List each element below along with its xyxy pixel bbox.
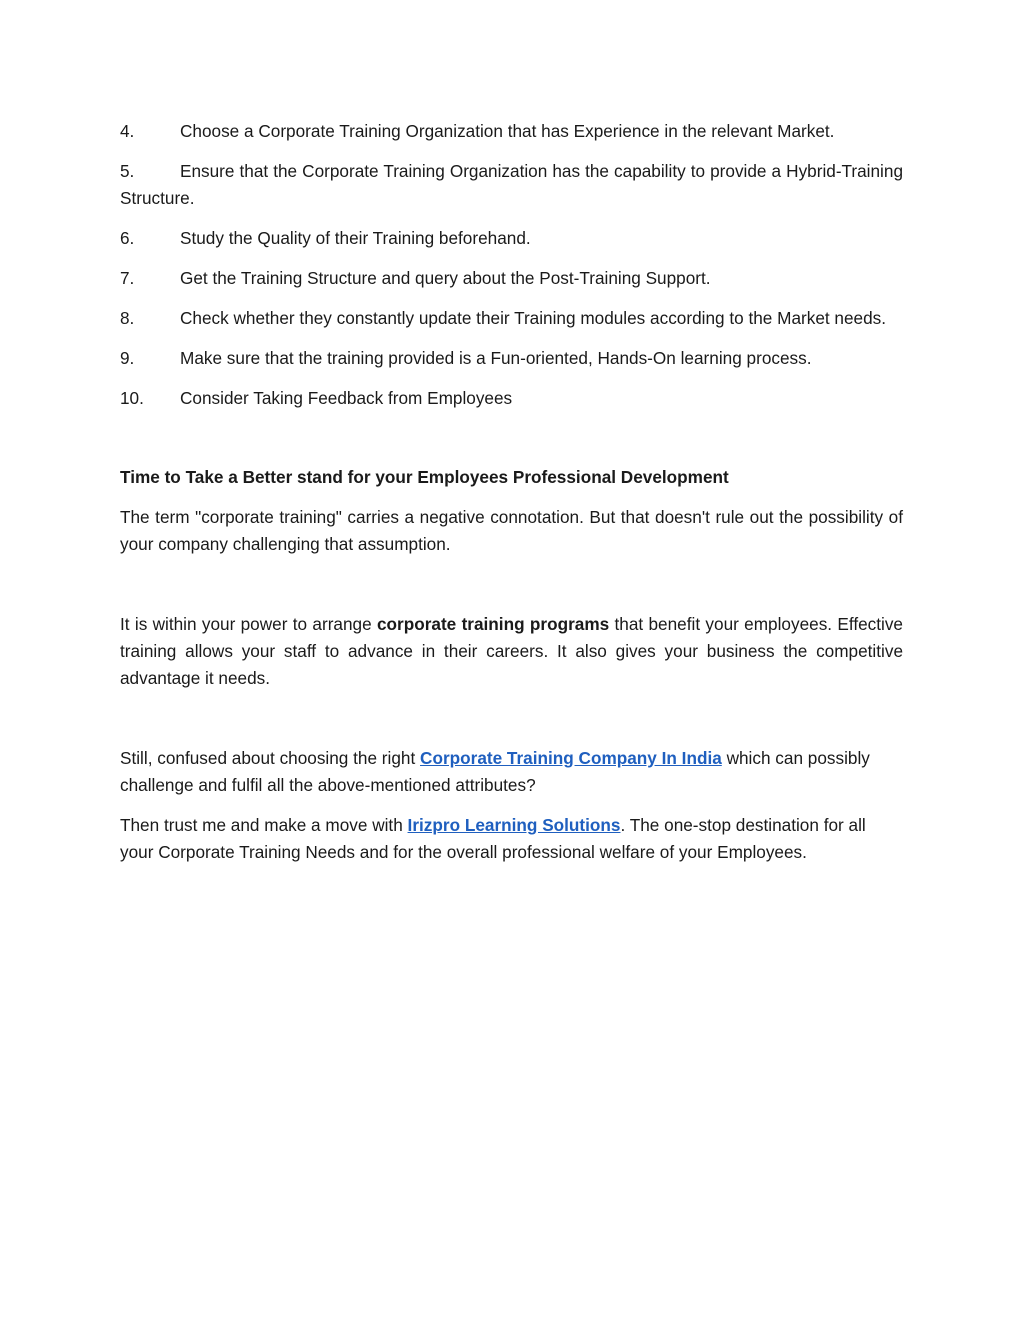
list-number: 9. [120, 348, 135, 368]
bold-phrase: corporate training programs [376, 614, 610, 634]
list-item [120, 305, 903, 332]
list-number: 5. [120, 161, 135, 181]
list-item [120, 345, 903, 372]
list-text: Choose a Corporate Training Organization that has Experience in the relevant Market. [180, 121, 835, 141]
list-text: Consider Taking Feedback from Employees [180, 388, 513, 408]
paragraph-text: Still, confused about choosing the right [120, 748, 421, 768]
irizpro-link[interactable]: Irizpro Learning Solutions [407, 815, 621, 835]
list-text: Get the Training Structure and query about the Post-Training Support. [180, 268, 711, 288]
list-text: Check whether they constantly update their Training modules according to the Market needs. [180, 308, 887, 328]
list-item [120, 118, 903, 145]
list-text: Study the Quality of their Training beforehand. [180, 228, 531, 248]
list-item [120, 225, 903, 252]
paragraph-text: . The one-stop destination for all your Corporate Training Needs and for the overall professional welfare of your Employees. [120, 815, 866, 862]
paragraph-text: Then trust me and make a move with [120, 815, 408, 835]
document-body [120, 118, 903, 879]
paragraph-trust [120, 812, 903, 866]
paragraph-power [120, 611, 903, 692]
list-number: 6. [120, 228, 135, 248]
list-item [120, 158, 903, 212]
list-text: Ensure that the Corporate Training Organization has the capability to provide a Hybrid-Training Structure. [120, 161, 903, 208]
section-heading: Time to Take a Better stand for your Employees Professional Development [120, 467, 729, 487]
corporate-training-company-link[interactable]: Corporate Training Company In India [420, 748, 722, 768]
paragraph-text: It is within your power to arrange [120, 614, 377, 634]
list-text: Make sure that the training provided is a Fun-oriented, Hands-On learning process. [180, 348, 812, 368]
list-item [120, 265, 903, 292]
paragraph-confused [120, 745, 903, 799]
list-item [120, 385, 903, 412]
paragraph-text: that benefit your employees. Effective training allows your staff to advance in their careers. It also gives your business the competitive advantage it needs. [120, 614, 903, 688]
list-number: 4. [120, 121, 135, 141]
list-number: 7. [120, 268, 135, 288]
paragraph-text: which can possibly challenge and fulfil all the above-mentioned attributes? [120, 748, 870, 795]
list-number: 10. [120, 388, 144, 408]
list-number: 8. [120, 308, 135, 328]
paragraph-connotation: The term "corporate training" carries a negative connotation. But that doesn't rule out the possibility of your company challenging that assumption. [120, 507, 903, 554]
